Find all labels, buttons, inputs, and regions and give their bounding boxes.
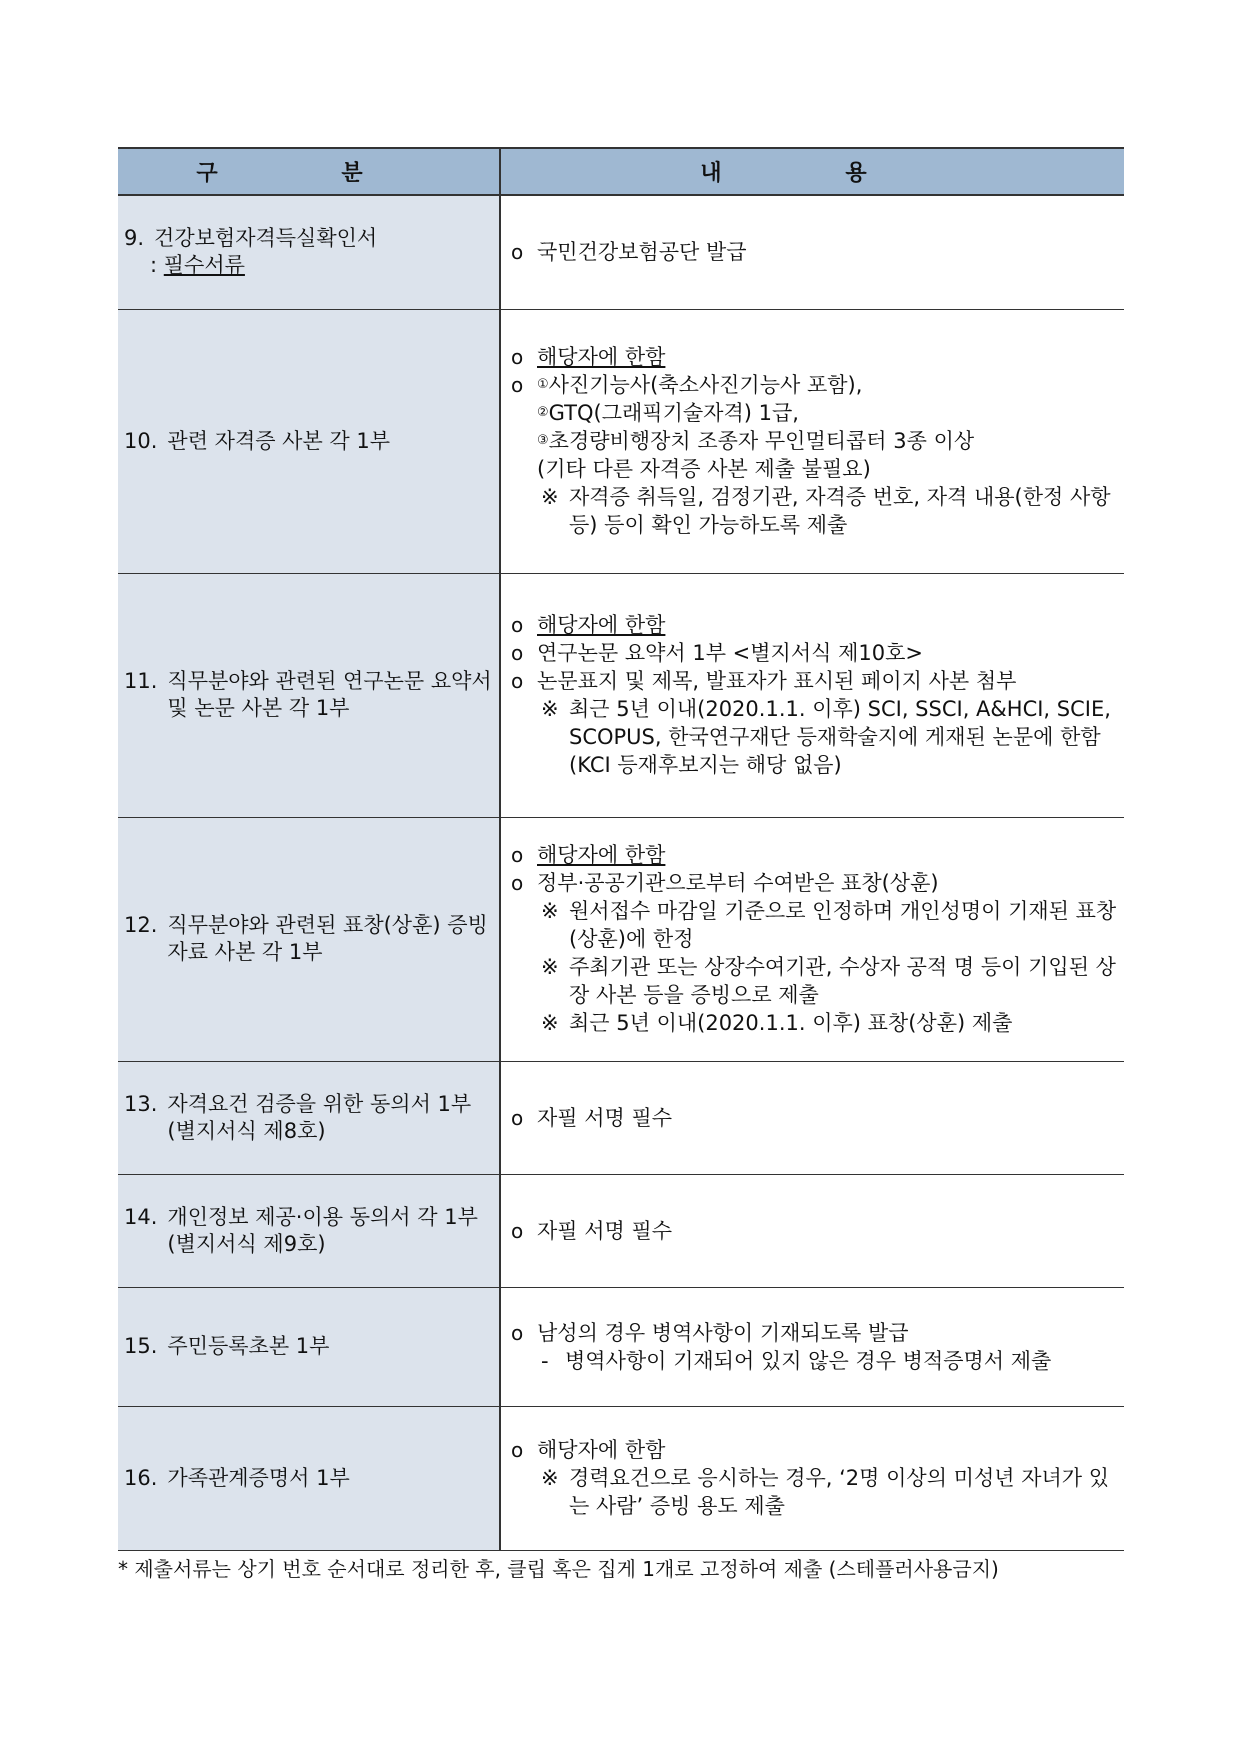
label-sub-prefix: : [150, 253, 164, 278]
row-number: 15. [124, 1334, 158, 1358]
footnote: * 제출서류는 상기 번호 순서대로 정리한 후, 클립 혹은 집게 1개로 고정하여 제출 (스테플러사용금지) [118, 1557, 999, 1581]
bullet-mark: o [511, 1438, 524, 1462]
bullet-text: 자필 서명 필수 [537, 1105, 673, 1130]
row-number: 14. [124, 1204, 158, 1229]
circled-number: ② [537, 405, 549, 420]
row-label-cell [118, 573, 500, 817]
bullet-mark: o [511, 373, 524, 397]
row-label-cell [118, 195, 500, 309]
row-content-cell [500, 1287, 1124, 1406]
note-mark: ※ [541, 485, 559, 509]
row-label: 가족관계증명서 1부 [167, 1465, 350, 1490]
table-row [118, 817, 1124, 1061]
bullet-mark: o [511, 871, 524, 895]
dash-text: 병역사항이 기재되어 있지 않은 경우 병적증명서 제출 [565, 1348, 1052, 1373]
cert-item: GTQ(그래픽기술자격) 1급, [548, 401, 799, 425]
row-label-cell [118, 1061, 500, 1174]
document-table [118, 147, 1124, 1551]
note-text: 원서접수 마감일 기준으로 인정하며 개인성명이 기재된 표창(상훈)에 한정 [569, 899, 1117, 951]
row-content-cell [500, 1406, 1124, 1550]
row-label: 직무분야와 관련된 연구논문 요약서 및 논문 사본 각 1부 [167, 669, 492, 720]
bullet-text: 국민건강보험공단 발급 [537, 240, 747, 265]
row-content-cell [500, 309, 1124, 573]
bullet-text: 연구논문 요약서 1부 <별지서식 제10호> [537, 641, 923, 665]
note-mark: ※ [541, 899, 559, 923]
bullet-mark: o [511, 1218, 524, 1243]
row-number: 10. [124, 428, 158, 453]
row-label-cell [118, 1174, 500, 1287]
bullet-mark: o [511, 1320, 524, 1345]
table-row [118, 1406, 1124, 1550]
circled-number: ③ [537, 433, 549, 448]
table-header-row [118, 148, 1124, 195]
bullet-mark: o [511, 345, 524, 369]
row-label: 관련 자격증 사본 각 1부 [167, 428, 391, 453]
note-text: 최근 5년 이내(2020.1.1. 이후) 표창(상훈) 제출 [569, 1011, 1013, 1035]
cert-note: (기타 다른 자격증 사본 제출 불필요) [537, 457, 871, 481]
bullet-mark: o [511, 641, 524, 665]
bullet-text: 해당자에 한함 [537, 843, 666, 867]
note-text: 주최기관 또는 상장수여기관, 수상자 공적 명 등이 기입된 상장 사본 등을 증빙으로 제출 [569, 955, 1116, 1007]
cert-item: 사진기능사(축소사진기능사 포함), [548, 373, 863, 397]
bullet-text: 논문표지 및 제목, 발표자가 표시된 페이지 사본 첨부 [537, 669, 1017, 693]
bullet-mark: o [511, 843, 524, 867]
row-label: 건강보험자격득실확인서 [154, 226, 378, 251]
bullet-mark: o [511, 1105, 524, 1130]
row-label: 직무분야와 관련된 표창(상훈) 증빙자료 사본 각 1부 [167, 913, 488, 964]
note-mark: ※ [541, 1011, 559, 1035]
row-number: 12. [124, 913, 158, 937]
note-text: 자격증 취득일, 검정기관, 자격증 번호, 자격 내용(한정 사항 등) 등이 확인 가능하도록 제출 [569, 485, 1111, 537]
table-row [118, 1287, 1124, 1406]
bullet-text: 자필 서명 필수 [537, 1218, 673, 1243]
table-row [118, 309, 1124, 573]
row-content-cell [500, 817, 1124, 1061]
row-number: 16. [124, 1465, 158, 1490]
row-number: 13. [124, 1091, 158, 1116]
bullet-text: 해당자에 한함 [537, 345, 666, 369]
row-label: 자격요건 검증을 위한 동의서 1부(별지서식 제8호) [167, 1091, 472, 1143]
table-row [118, 1174, 1124, 1287]
row-number: 9. [124, 226, 145, 251]
header-category: 구 분 [118, 148, 500, 195]
row-content-cell [500, 1174, 1124, 1287]
dash-mark: - [541, 1348, 549, 1373]
note-mark: ※ [541, 697, 559, 721]
required-label: 필수서류 [163, 253, 245, 278]
header-content: 내 용 [500, 148, 1124, 195]
note-mark: ※ [541, 955, 559, 979]
row-label: 주민등록초본 1부 [167, 1334, 330, 1358]
row-label-cell [118, 1406, 500, 1550]
note-text: 경력요건으로 응시하는 경우, ‘2명 이상의 미성년 자녀가 있는 사람’ 증빙 용도 제출 [569, 1466, 1110, 1518]
bullet-text: 해당자에 한함 [537, 613, 666, 637]
row-label-cell [118, 309, 500, 573]
row-content-cell [500, 195, 1124, 309]
bullet-text: 정부·공공기관으로부터 수여받은 표창(상훈) [537, 871, 939, 895]
table-row [118, 573, 1124, 817]
bullet-mark: o [511, 613, 524, 637]
table-row [118, 195, 1124, 309]
bullet-mark: o [511, 240, 524, 265]
row-label-cell [118, 1287, 500, 1406]
row-content-cell [500, 1061, 1124, 1174]
bullet-text: 남성의 경우 병역사항이 기재되도록 발급 [537, 1320, 909, 1345]
row-label: 개인정보 제공·이용 동의서 각 1부(별지서식 제9호) [167, 1204, 478, 1256]
cert-item: 초경량비행장치 조종자 무인멀티콥터 3종 이상 [548, 429, 975, 453]
table-row [118, 1061, 1124, 1174]
circled-number: ① [537, 377, 549, 392]
note-text: 최근 5년 이내(2020.1.1. 이후) SCI, SSCI, A&HCI, SCIE, SCOPUS, 한국연구재단 등재학술지에 게재된 논문에 한함 (KCI 등재후보지는 해당 없음) [569, 697, 1111, 777]
row-label-cell [118, 817, 500, 1061]
row-number: 11. [124, 669, 158, 693]
bullet-text: 해당자에 한함 [537, 1438, 666, 1462]
bullet-mark: o [511, 669, 524, 693]
note-mark: ※ [541, 1466, 559, 1490]
row-content-cell [500, 573, 1124, 817]
